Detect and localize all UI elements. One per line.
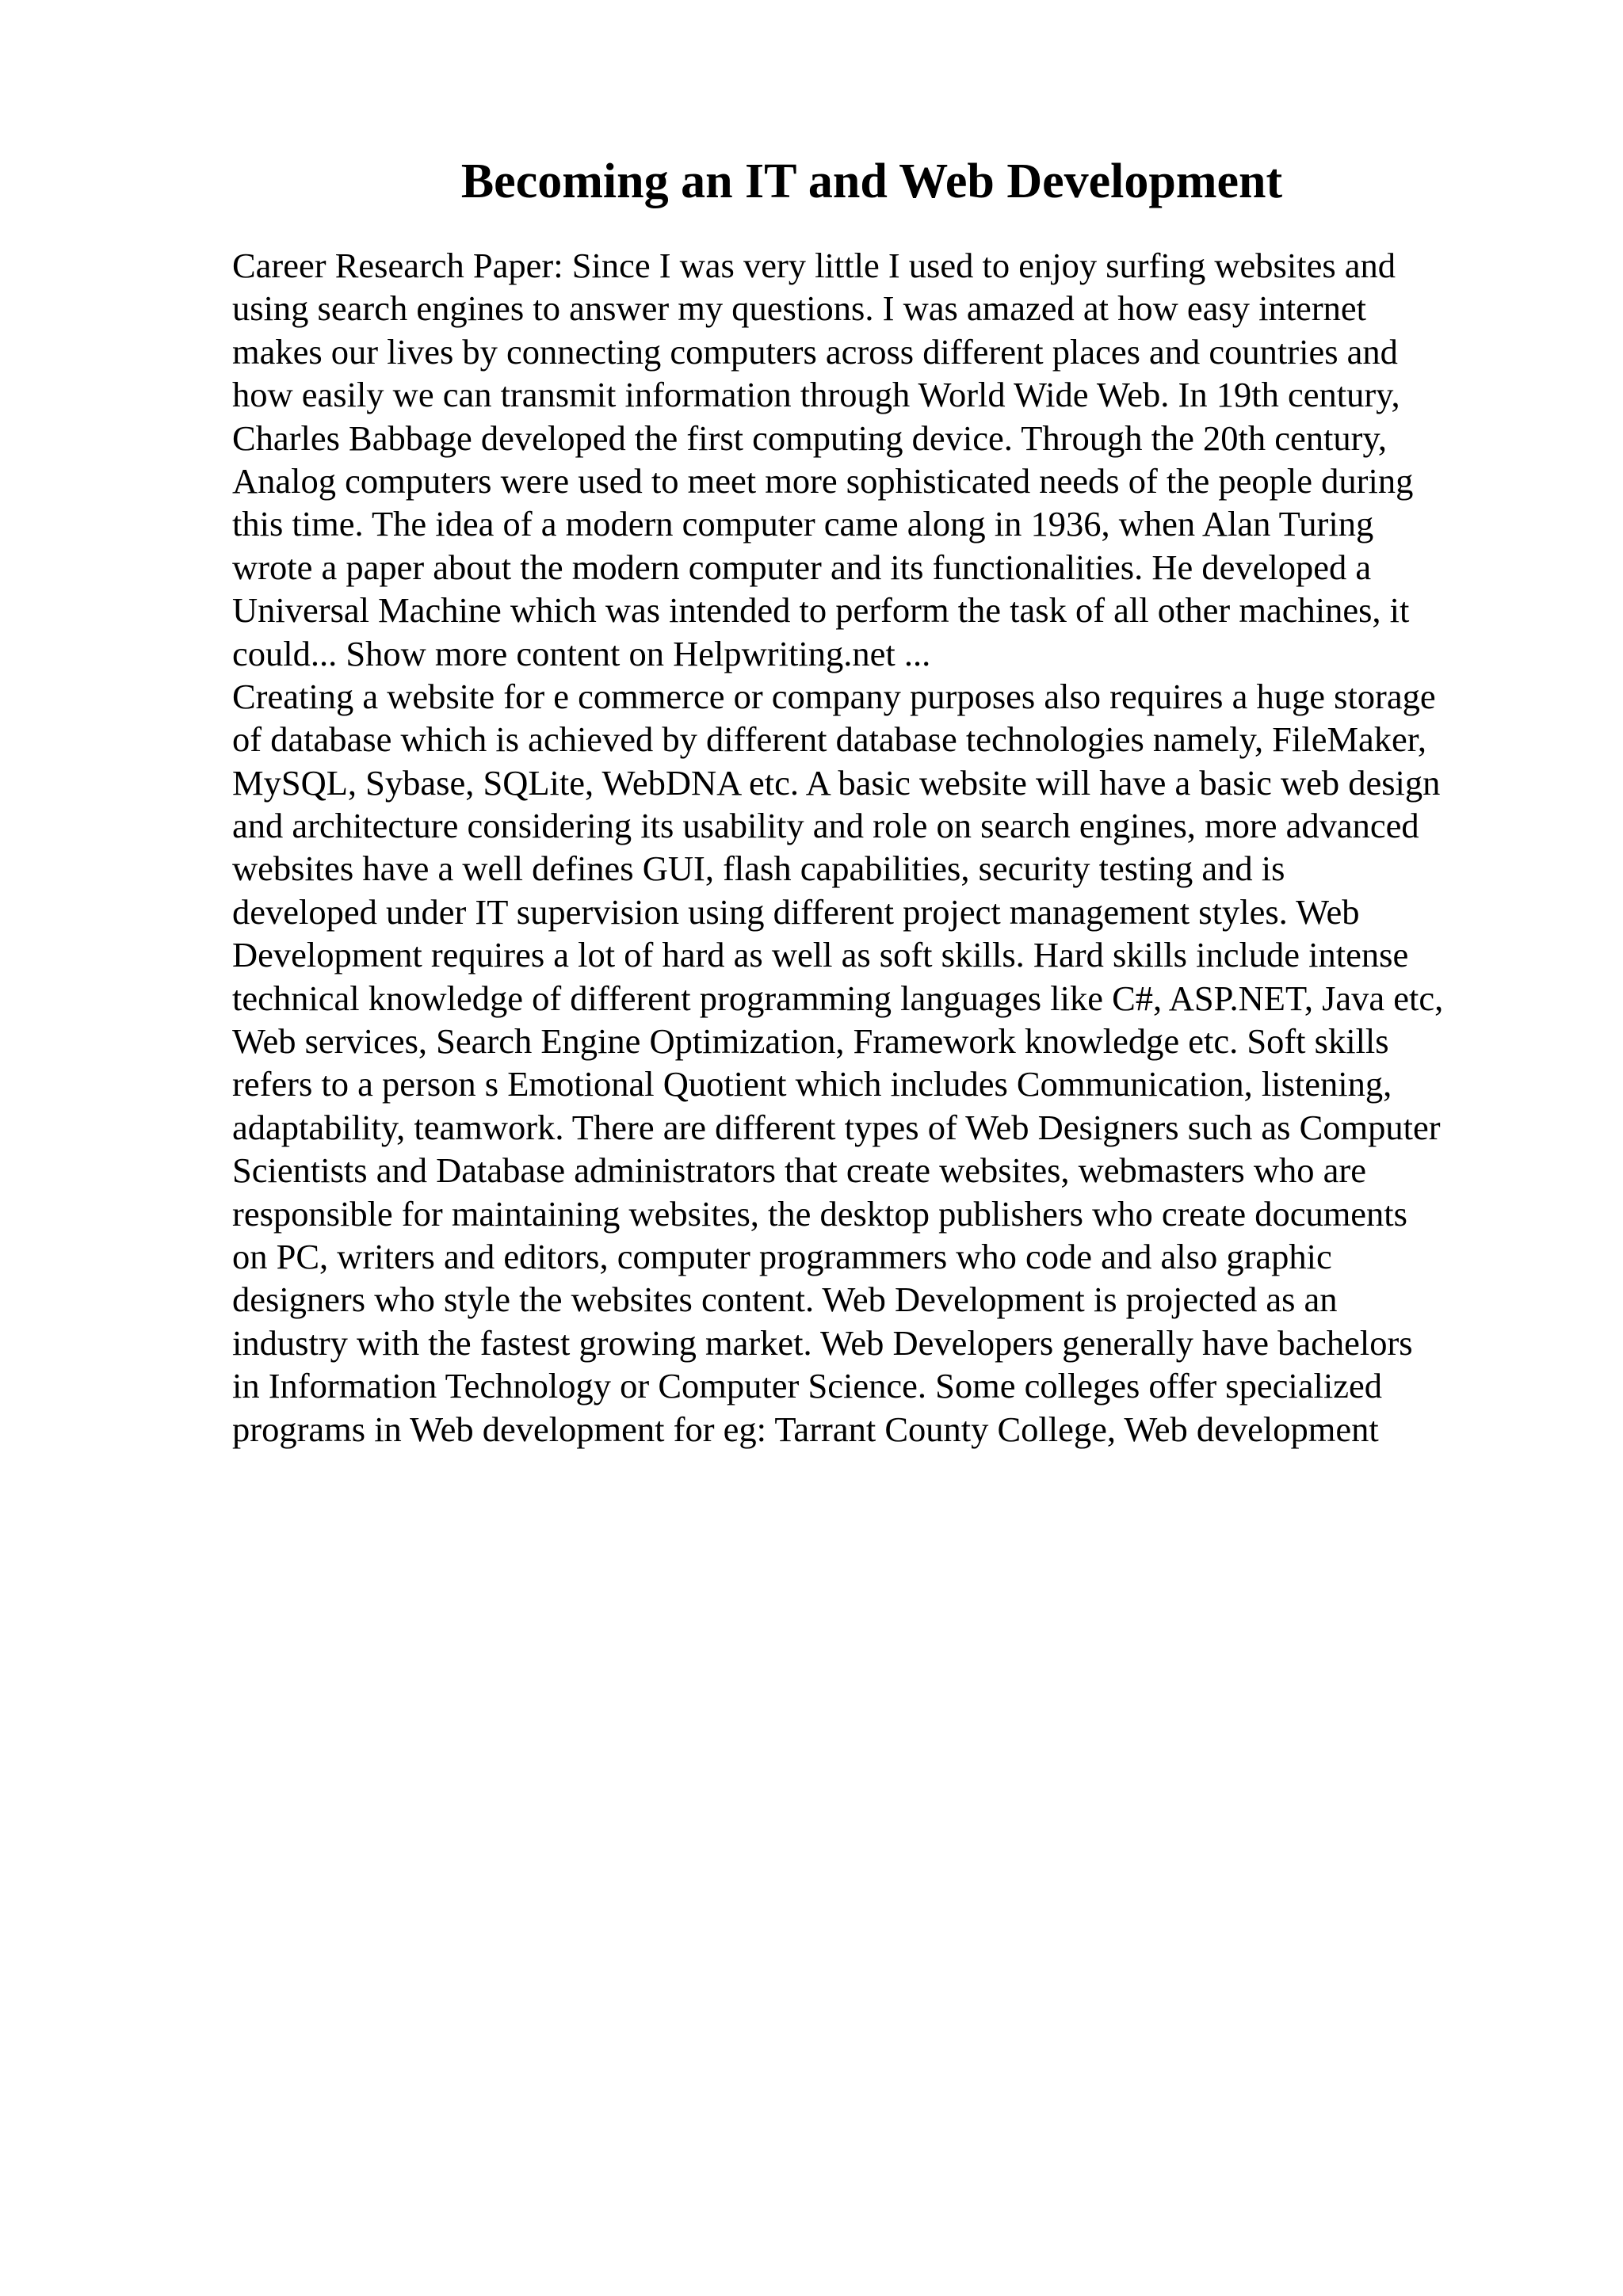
text-line: Universal Machine which was intended to perform the task of all other machines, it — [232, 590, 1410, 631]
text-line: Analog computers were used to meet more sophisticated needs of the people during — [232, 460, 1414, 501]
text-line: Career Research Paper: Since I was very little I used to enjoy surfing websites and — [232, 246, 1396, 285]
text-line: technical knowledge of different programming languages like C#, ASP.NET, Java etc, — [232, 978, 1444, 1018]
text-line: refers to a person s Emotional Quotient which includes Communication, listening, — [232, 1064, 1392, 1104]
text-line: Charles Babbage developed the first computing device. Through the 20th century, — [232, 418, 1387, 458]
text-line: websites have a well defines GUI, flash capabilities, security testing and is — [232, 849, 1285, 889]
text-line: adaptability, teamwork. There are different types of Web Designers such as Computer — [232, 1107, 1441, 1147]
text-line: designers who style the websites content. Web Development is projected as an — [232, 1280, 1338, 1320]
text-line: this time. The idea of a modern computer came along in 1936, when Alan Turing — [232, 504, 1374, 544]
text-line: wrote a paper about the modern computer and its functionalities. He developed a — [232, 547, 1372, 587]
text-line: responsible for maintaining websites, the desktop publishers who create documents — [232, 1193, 1407, 1234]
text-line: programs in Web development for eg: Tarrant County College, Web development — [232, 1409, 1379, 1449]
text-line: Scientists and Database administrators that create websites, webmasters who are — [232, 1150, 1366, 1191]
text-line: Creating a website for e commerce or company purposes also requires a huge storage — [232, 676, 1436, 716]
text-line: developed under IT supervision using different project management styles. Web — [232, 891, 1360, 932]
text-line: using search engines to answer my questions. I was amazed at how easy internet — [232, 288, 1366, 329]
text-line: how easily we can transmit information through World Wide Web. In 19th century, — [232, 375, 1400, 415]
text-line: on PC, writers and editors, computer programmers who code and also graphic — [232, 1236, 1332, 1276]
text-line: industry with the fastest growing market. Web Developers generally have bachelors — [232, 1322, 1413, 1363]
text-line: of database which is achieved by different database technologies namely, FileMaker, — [232, 719, 1426, 760]
body-text — [232, 244, 1595, 1451]
text-line: and architecture considering its usability and role on search engines, more advanced — [232, 806, 1419, 846]
text-line: makes our lives by connecting computers across different places and countries and — [232, 331, 1398, 372]
text-line: in Information Technology or Computer Science. Some colleges offer specialized — [232, 1366, 1382, 1406]
text-line: MySQL, Sybase, SQLite, WebDNA etc. A basic website will have a basic web design — [232, 762, 1441, 803]
text-line: Development requires a lot of hard as well as soft skills. Hard skills include intense — [232, 935, 1409, 975]
text-line: Web services, Search Engine Optimization, Framework knowledge etc. Soft skills — [232, 1021, 1389, 1062]
page-title: Becoming an IT and Web Development — [460, 154, 1283, 208]
text-line: could... Show more content on Helpwriting.net ... — [232, 633, 931, 673]
